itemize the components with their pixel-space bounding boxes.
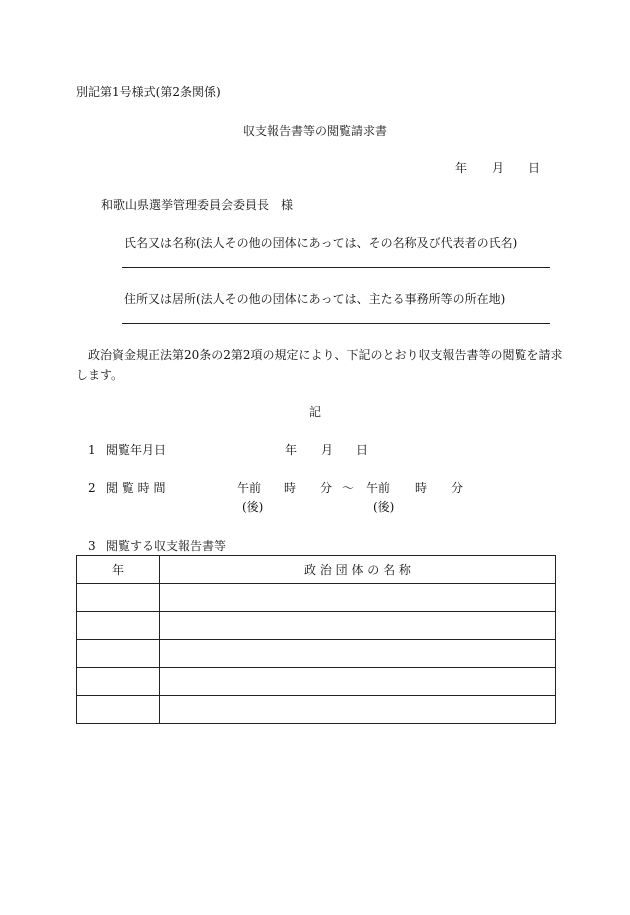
organization-name-cell[interactable]	[160, 584, 556, 612]
item2-am-end: 午前	[366, 481, 391, 495]
item2-pm-start: (後)	[242, 500, 264, 514]
table-header-row	[77, 556, 556, 584]
address-signature-line[interactable]	[122, 323, 550, 324]
year-cell[interactable]	[77, 696, 160, 724]
table-row	[77, 640, 556, 668]
body-text-line2: します。	[76, 368, 124, 382]
header-organization-name: 政 治 団 体 の 名 称	[160, 556, 556, 584]
year-cell[interactable]	[77, 668, 160, 696]
header-year: 年	[77, 556, 160, 584]
table-row	[77, 612, 556, 640]
organization-name-cell[interactable]	[160, 696, 556, 724]
organization-name-cell[interactable]	[160, 668, 556, 696]
date-month-label: 月	[492, 161, 505, 175]
item2-am-start: 午前	[237, 481, 262, 495]
ki-heading: 記	[309, 405, 322, 419]
address-label: 住所又は居所(法人その他の団体にあっては、主たる事務所等の所在地)	[124, 292, 506, 306]
item2-minute-end: 分	[451, 481, 464, 495]
date-day-label: 日	[528, 161, 541, 175]
item1-year: 年	[285, 443, 298, 457]
item2-tilde: ～	[342, 481, 355, 495]
recipient: 和歌山県選挙管理委員会委員長 様	[101, 198, 294, 212]
item2-hour-start: 時	[284, 481, 297, 495]
body-text-line1: 政治資金規正法第20条の2第2項の規定により、下記のとおり収支報告書等の閲覧を請求	[88, 348, 563, 362]
date-year-label: 年	[455, 161, 468, 175]
name-label: 氏名又は名称(法人その他の団体にあっては、その名称及び代表者の氏名)	[124, 236, 518, 250]
year-cell[interactable]	[77, 640, 160, 668]
item2-minute-start: 分	[320, 481, 333, 495]
item2-hour-end: 時	[415, 481, 428, 495]
item1-number: 1	[88, 443, 96, 457]
organization-name-cell[interactable]	[160, 612, 556, 640]
item2-label: 閲 覧 時 間	[106, 481, 166, 495]
item1-day: 日	[356, 443, 369, 457]
table-row	[77, 668, 556, 696]
year-cell[interactable]	[77, 612, 160, 640]
year-cell[interactable]	[77, 584, 160, 612]
document-title: 収支報告書等の閲覧請求書	[243, 124, 388, 138]
item1-label: 閲覧年月日	[106, 443, 167, 457]
name-signature-line[interactable]	[122, 267, 550, 268]
organization-name-cell[interactable]	[160, 640, 556, 668]
form-number: 別記第1号様式(第2条関係)	[76, 85, 221, 99]
item3-number: 3	[88, 539, 96, 553]
item3-label: 閲覧する収支報告書等	[106, 539, 227, 553]
table-row	[77, 696, 556, 724]
item1-month: 月	[321, 443, 334, 457]
report-table	[76, 555, 556, 724]
table-row	[77, 584, 556, 612]
item2-pm-end: (後)	[373, 500, 395, 514]
item2-number: 2	[88, 481, 96, 495]
